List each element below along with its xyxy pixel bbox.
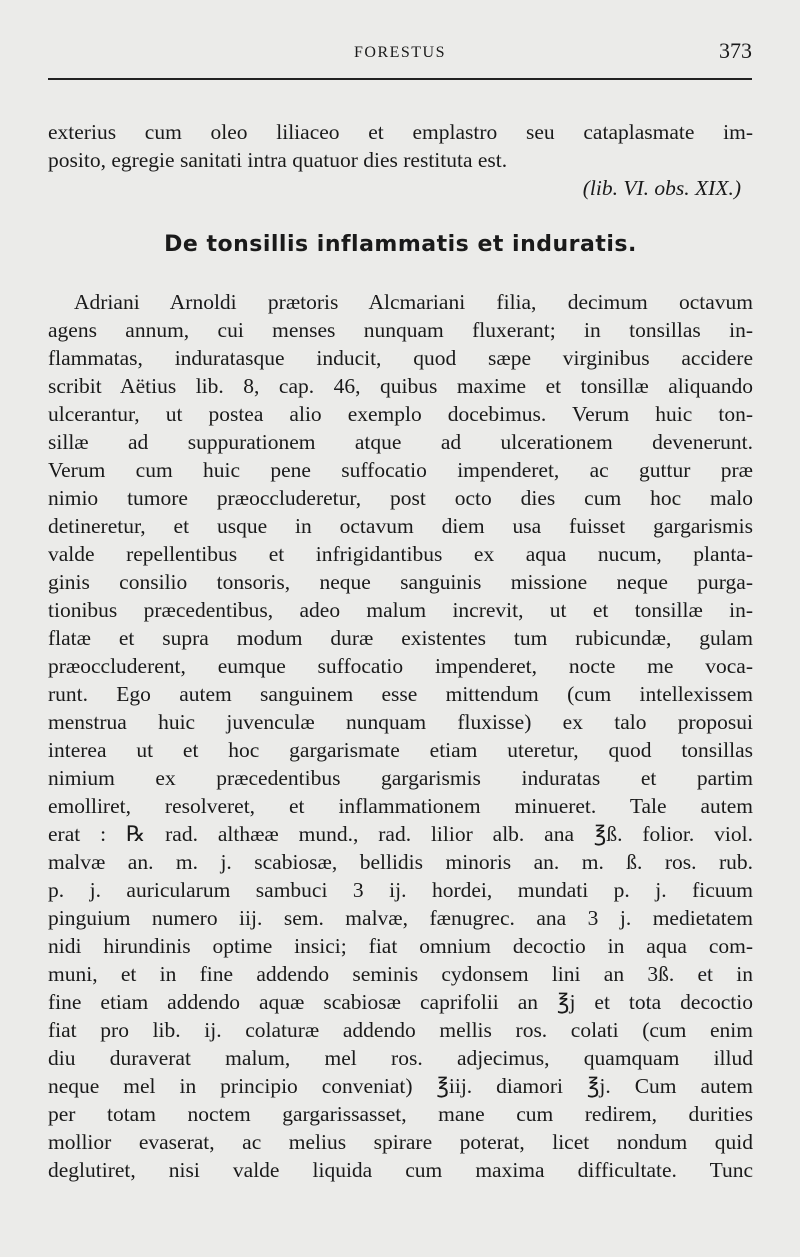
text-line: menstrua huic juvenculæ nunquam fluxisse) ex talo proposui xyxy=(48,710,753,734)
text-line: erat : ℞ rad. althææ mund., rad. lilior alb. ana ℥ß. folior. viol. xyxy=(48,822,753,846)
text-line: neque mel in principio conveniat) ℥iij. diamori ℥j. Cum autem xyxy=(48,1074,753,1098)
running-title: FORESTUS xyxy=(353,44,447,61)
running-head xyxy=(48,36,752,76)
text-line: nimium ex præcedentibus gargarismis induratas et partim xyxy=(48,766,753,790)
text-line: Adriani Arnoldi prætoris Alcmariani filia, decimum octavum xyxy=(74,290,753,314)
text-line: flatæ et supra modum duræ existentes tum rubicundæ, gulam xyxy=(48,626,753,650)
text-line: p. j. auricularum sambuci 3 ij. hordei, mundati p. j. ficuum xyxy=(48,878,753,902)
header-rule xyxy=(48,78,752,80)
text-line: runt. Ego autem sanguinem esse mittendum (cum intellexissem xyxy=(48,682,753,706)
body-paragraph xyxy=(48,288,753,1184)
continuation-text xyxy=(48,118,753,202)
section-heading: De tonsillis inflammatis et induratis. xyxy=(164,232,637,257)
text-line: interea ut et hoc gargarismate etiam uteretur, quod tonsillas xyxy=(48,738,753,762)
text-line: emolliret, resolveret, et inflammationem minueret. Tale autem xyxy=(48,794,753,818)
page-number: 373 xyxy=(719,38,752,63)
text-line: nidi hirundinis optime insici; fiat omnium decoctio in aqua com- xyxy=(48,934,753,958)
text-line: præoccluderent, eumque suffocatio impenderet, nocte me voca- xyxy=(48,654,753,678)
text-line: pinguium numero iij. sem. malvæ, fænugrec. ana 3 j. medietatem xyxy=(48,906,753,930)
text-line: fine etiam addendo aquæ scabiosæ caprifolii an ℥j et tota decoctio xyxy=(48,990,753,1014)
text-line: ginis consilio tonsoris, neque sanguinis missione neque purga- xyxy=(48,570,753,594)
text-line: diu duraverat malum, mel ros. adjecimus, quamquam illud xyxy=(48,1046,753,1070)
text-line: Verum cum huic pene suffocatio impenderet, ac guttur præ xyxy=(48,458,753,482)
text-line: tionibus præcedentibus, adeo malum increvit, ut et tonsillæ in- xyxy=(48,598,753,622)
citation: (lib. VI. obs. XIX.) xyxy=(582,176,741,200)
text-line: flammatas, induratasque inducit, quod sæpe virginibus accidere xyxy=(48,346,753,370)
text-line: posito, egregie sanitati intra quatuor dies restituta est. xyxy=(48,148,508,172)
text-line: fiat pro lib. ij. colaturæ addendo mellis ros. colati (cum enim xyxy=(48,1018,753,1042)
text-line: deglutiret, nisi valde liquida cum maxima difficultate. Tunc xyxy=(48,1158,753,1182)
text-line: nimio tumore præoccluderetur, post octo dies cum hoc malo xyxy=(48,486,753,510)
text-line: sillæ ad suppurationem atque ad ulcerationem devenerunt. xyxy=(48,430,753,454)
text-line: muni, et in fine addendo seminis cydonsem lini an 3ß. et in xyxy=(48,962,753,986)
text-line: valde repellentibus et infrigidantibus ex aqua nucum, planta- xyxy=(48,542,753,566)
text-line: per totam noctem gargarissasset, mane cum redirem, durities xyxy=(48,1102,753,1126)
text-line: detineretur, et usque in octavum diem usa fuisset gargarismis xyxy=(48,514,753,538)
text-line: agens annum, cui menses nunquam fluxerant; in tonsillas in- xyxy=(48,318,753,342)
text-line: scribit Aëtius lib. 8, cap. 46, quibus maxime et tonsillæ aliquando xyxy=(48,374,753,398)
text-line: exterius cum oleo liliaceo et emplastro seu cataplasmate im- xyxy=(48,120,753,144)
text-line: malvæ an. m. j. scabiosæ, bellidis minoris an. m. ß. ros. rub. xyxy=(48,850,753,874)
text-line: mollior evaserat, ac melius spirare poterat, licet nondum quid xyxy=(48,1130,753,1154)
text-line: ulcerantur, ut postea alio exemplo docebimus. Verum huic ton- xyxy=(48,402,753,426)
